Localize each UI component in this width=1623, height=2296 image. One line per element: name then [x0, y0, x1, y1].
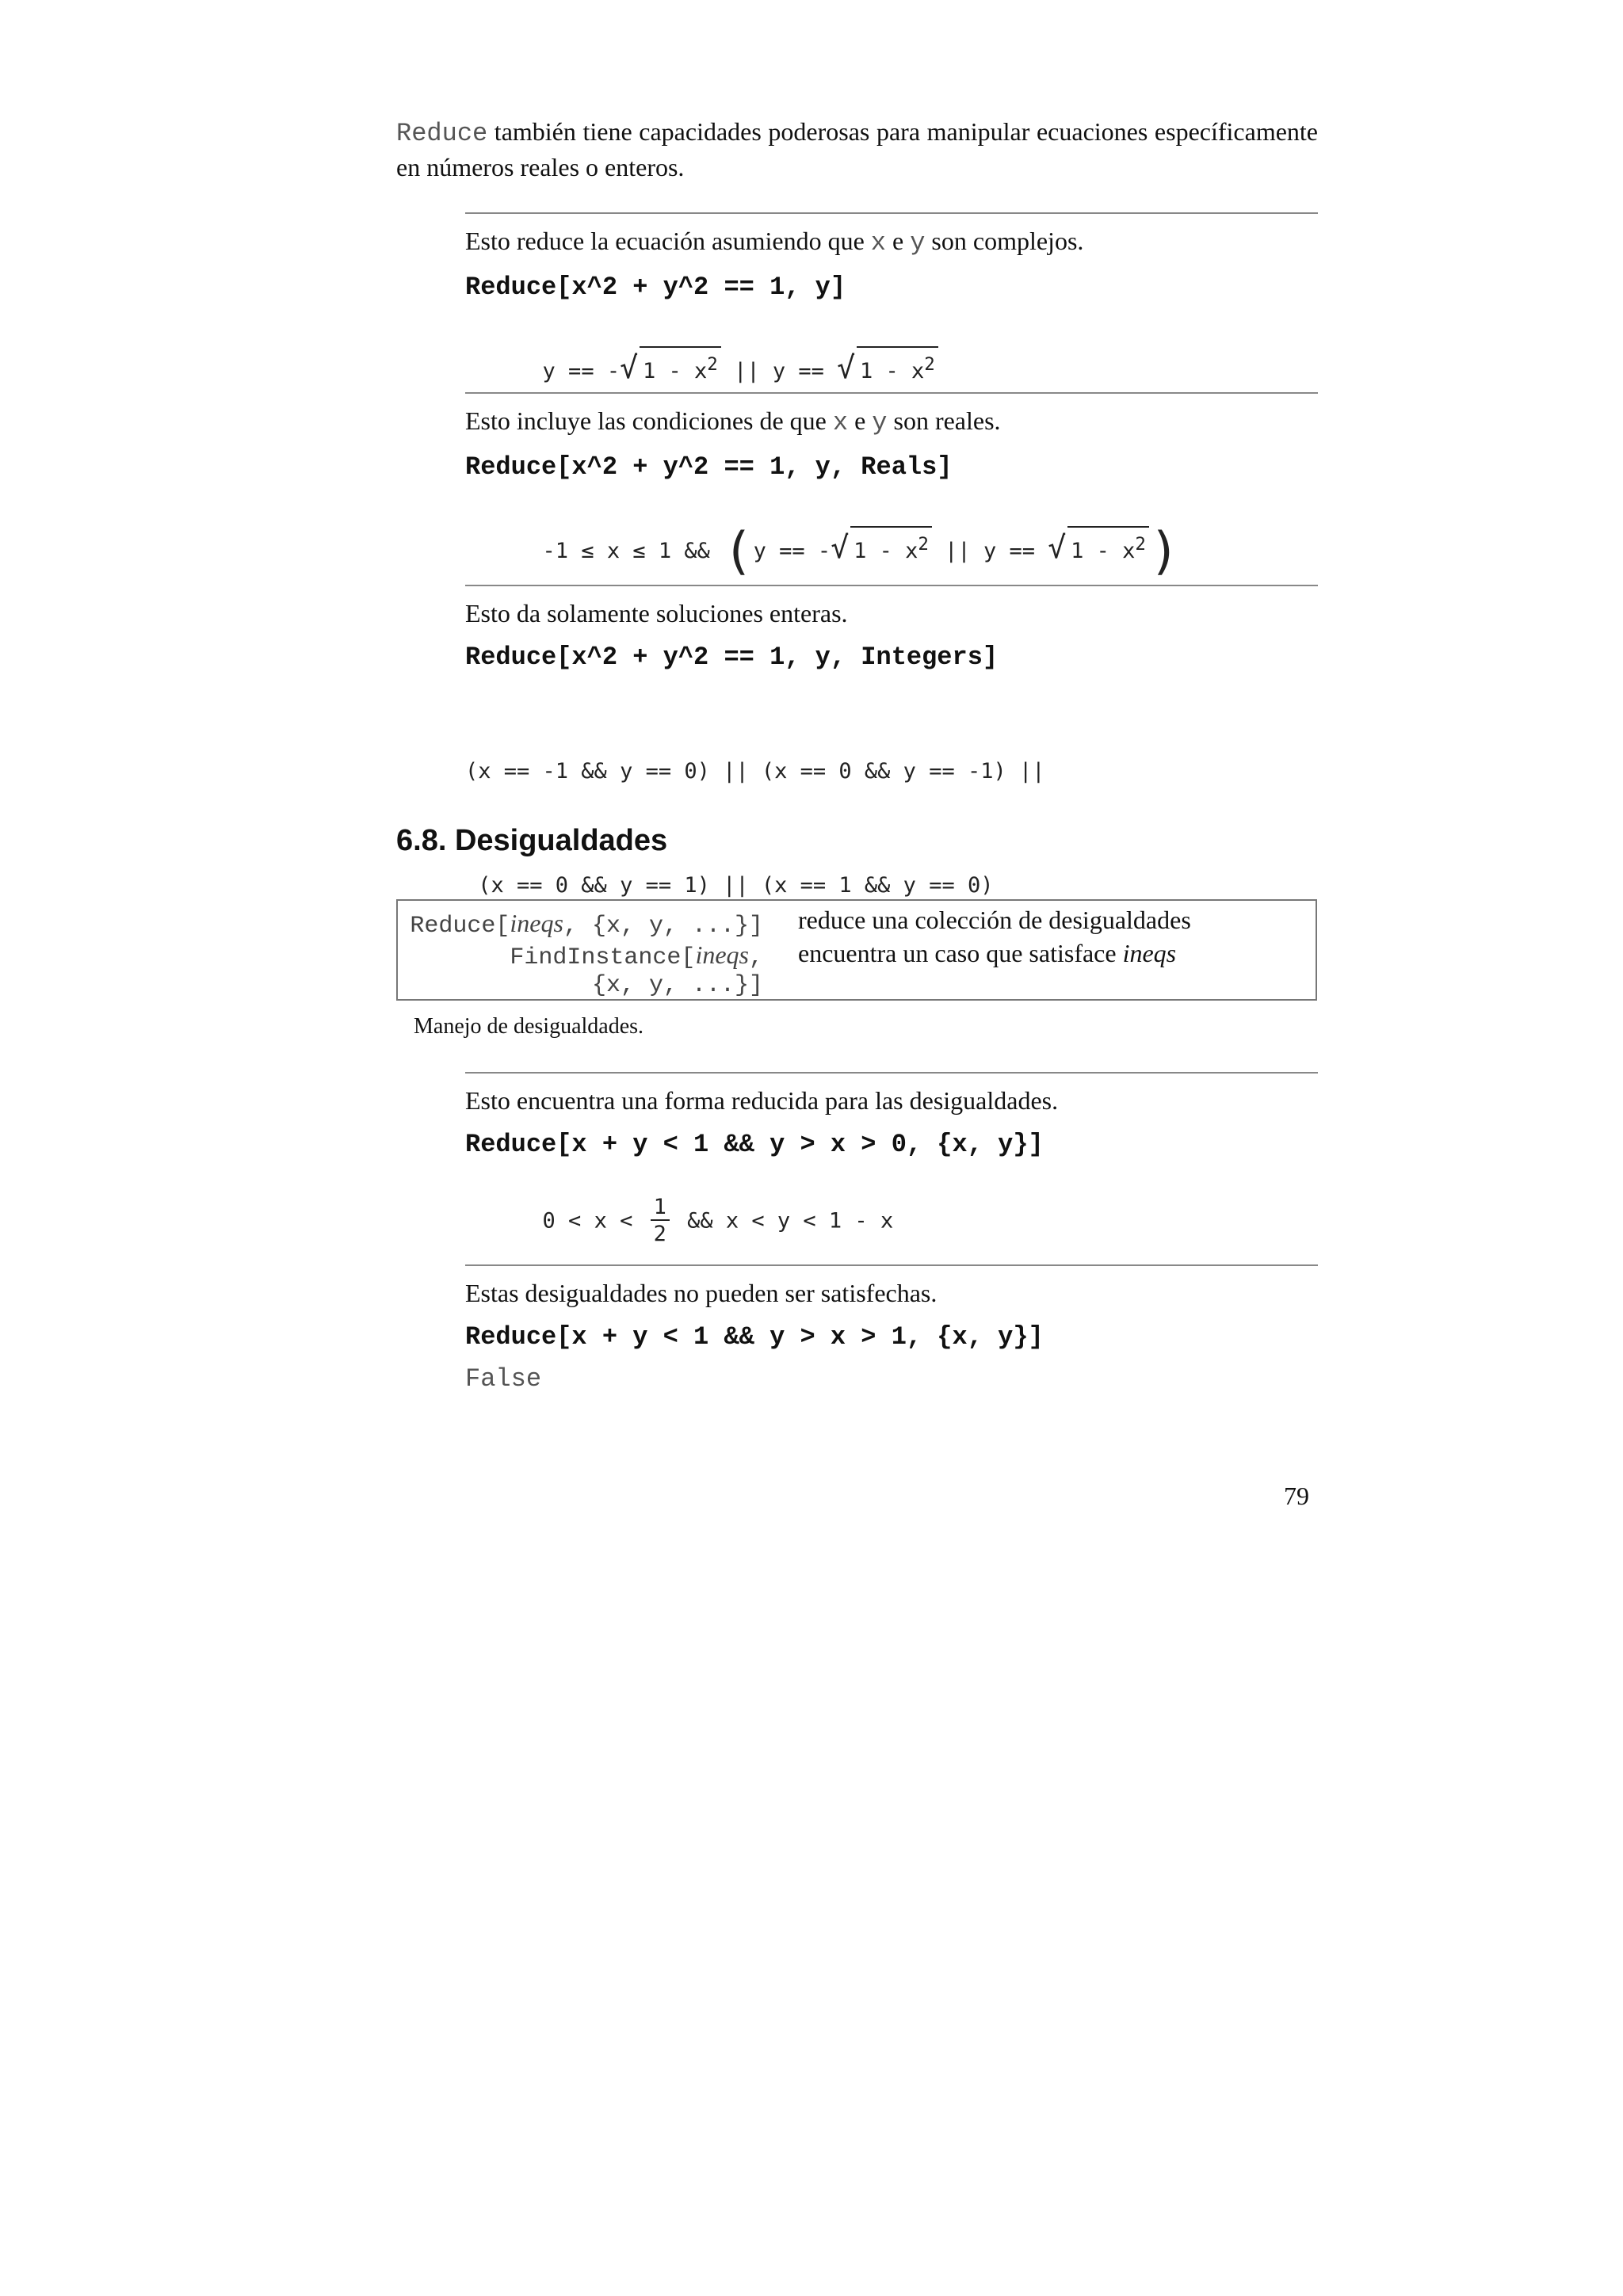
example-cell-complex [465, 212, 1318, 421]
cell-divider [465, 585, 1318, 586]
cell-description: Esto reduce la ecuación asumiendo que x e y son complejos. [465, 227, 1084, 257]
table-row1-desc: reduce una colección de desigualdades [798, 906, 1191, 934]
intro-text: también tiene capacidades poderosas para manipular ecuaciones específicamente en números reales o enteros. [396, 117, 1318, 181]
cell-divider [465, 212, 1318, 214]
cell-output: False [465, 1364, 542, 1394]
example-cell-ineq-reduced [465, 1072, 1318, 1281]
cell-output: -1 ≤ x ≤ 1 && (y == -√ $1 - x^2$ || y == √ $1 - x^2$) [542, 522, 1180, 582]
cell-input: Reduce[x^2 + y^2 == 1, y, Integers] [465, 643, 999, 672]
cell-input: Reduce[x + y < 1 && y > x > 0, {x, y}] [465, 1130, 1044, 1159]
cell-input: Reduce[x^2 + y^2 == 1, y, Reals] [465, 452, 953, 482]
output-line-2: (x == 0 && y == 1) || (x == 1 && y == 0) [465, 873, 994, 898]
cell-divider [465, 392, 1318, 394]
output-line-1: (x == -1 && y == 0) || (x == 0 && y == -1) || [465, 759, 1045, 784]
example-cell-ineq-false [465, 1264, 1318, 1396]
table-row2-code: FindInstance[ineqs, [510, 940, 763, 971]
table-row2-desc: encuentra un caso que satisface ineqs [798, 939, 1177, 967]
cell-divider [465, 1072, 1318, 1074]
table-row1-code: Reduce[ineqs, {x, y, ...}] [410, 909, 763, 940]
cell-output: 0 < x < $\frac{1}{2}$ && x < y < 1 - x [542, 1195, 894, 1246]
section-heading: 6.8. Desigualdades [396, 824, 668, 857]
function-table [396, 899, 1317, 1001]
example-cell-reals [465, 392, 1318, 611]
cell-input: Reduce[x^2 + y^2 == 1, y] [465, 273, 846, 302]
table-caption: Manejo de desigualdades. [414, 1014, 644, 1039]
cell-description: Esto encuentra una forma reducida para las desigualdades. [465, 1086, 1059, 1115]
cell-output: y == -√ $1 - x^2$ || y == √ $1 - x^2$ [465, 313, 1318, 421]
inline-code-reduce: Reduce [396, 119, 488, 148]
cell-description: Esto incluye las condiciones de que x e y son reales. [465, 406, 1001, 437]
cell-description: Estas desigualdades no pueden ser satisfechas. [465, 1279, 938, 1307]
intro-paragraph [396, 115, 1318, 184]
table-row2-code-cont: {x, y, ...}] [591, 972, 763, 999]
cell-description: Esto da solamente soluciones enteras. [465, 599, 848, 627]
cell-input: Reduce[x + y < 1 && y > x > 1, {x, y}] [465, 1322, 1044, 1352]
cell-divider [465, 1264, 1318, 1266]
page-number: 79 [1284, 1482, 1309, 1510]
